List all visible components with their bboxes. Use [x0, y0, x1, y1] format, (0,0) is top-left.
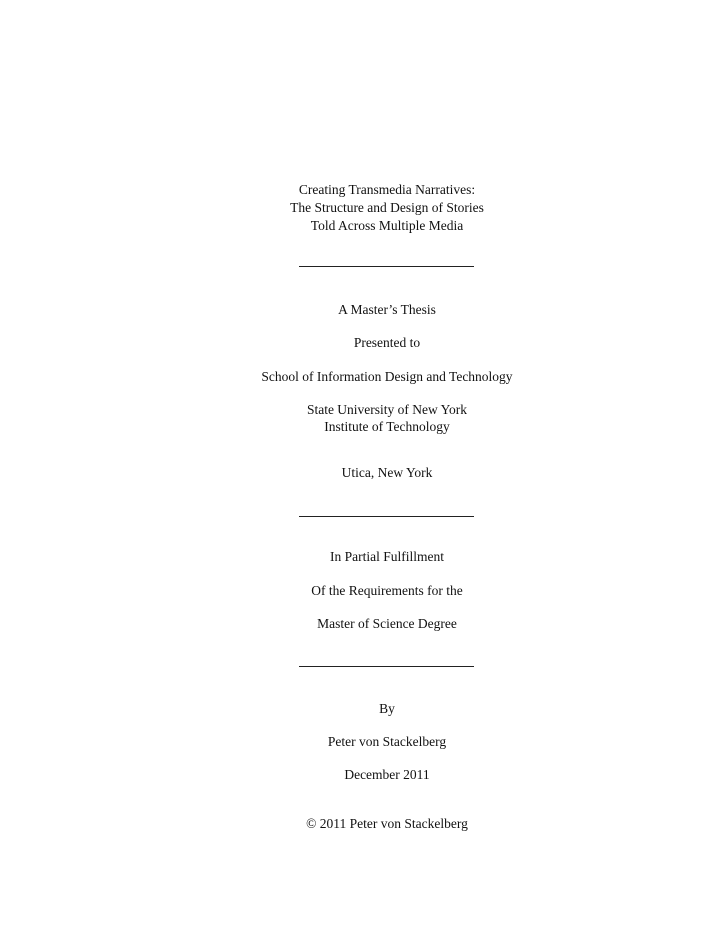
by-label: By — [379, 701, 395, 716]
university-line-2: Institute of Technology — [324, 419, 450, 434]
author-name: Peter von Stackelberg — [327, 734, 447, 749]
date: December 2011 — [344, 767, 430, 782]
copyright: © 2011 Peter von Stackelberg — [306, 816, 468, 831]
title-line-2: The Structure and Design of Stories — [290, 200, 484, 215]
university-line-1: State University of New York — [306, 402, 468, 417]
fulfillment-line-1: In Partial Fulfillment — [330, 549, 444, 564]
divider-rule-2 — [299, 516, 474, 517]
presented-to: Presented to — [353, 335, 421, 350]
title-line-1: Creating Transmedia Narratives: — [298, 182, 476, 197]
title-line-3: Told Across Multiple Media — [310, 218, 464, 233]
fulfillment-line-3: Master of Science Degree — [317, 616, 457, 631]
divider-rule-3 — [299, 666, 474, 667]
location: Utica, New York — [341, 465, 433, 480]
school-name: School of Information Design and Technology — [261, 369, 513, 384]
divider-rule-1 — [299, 266, 474, 267]
thesis-type: A Master’s Thesis — [338, 302, 436, 317]
fulfillment-line-2: Of the Requirements for the — [311, 583, 463, 598]
